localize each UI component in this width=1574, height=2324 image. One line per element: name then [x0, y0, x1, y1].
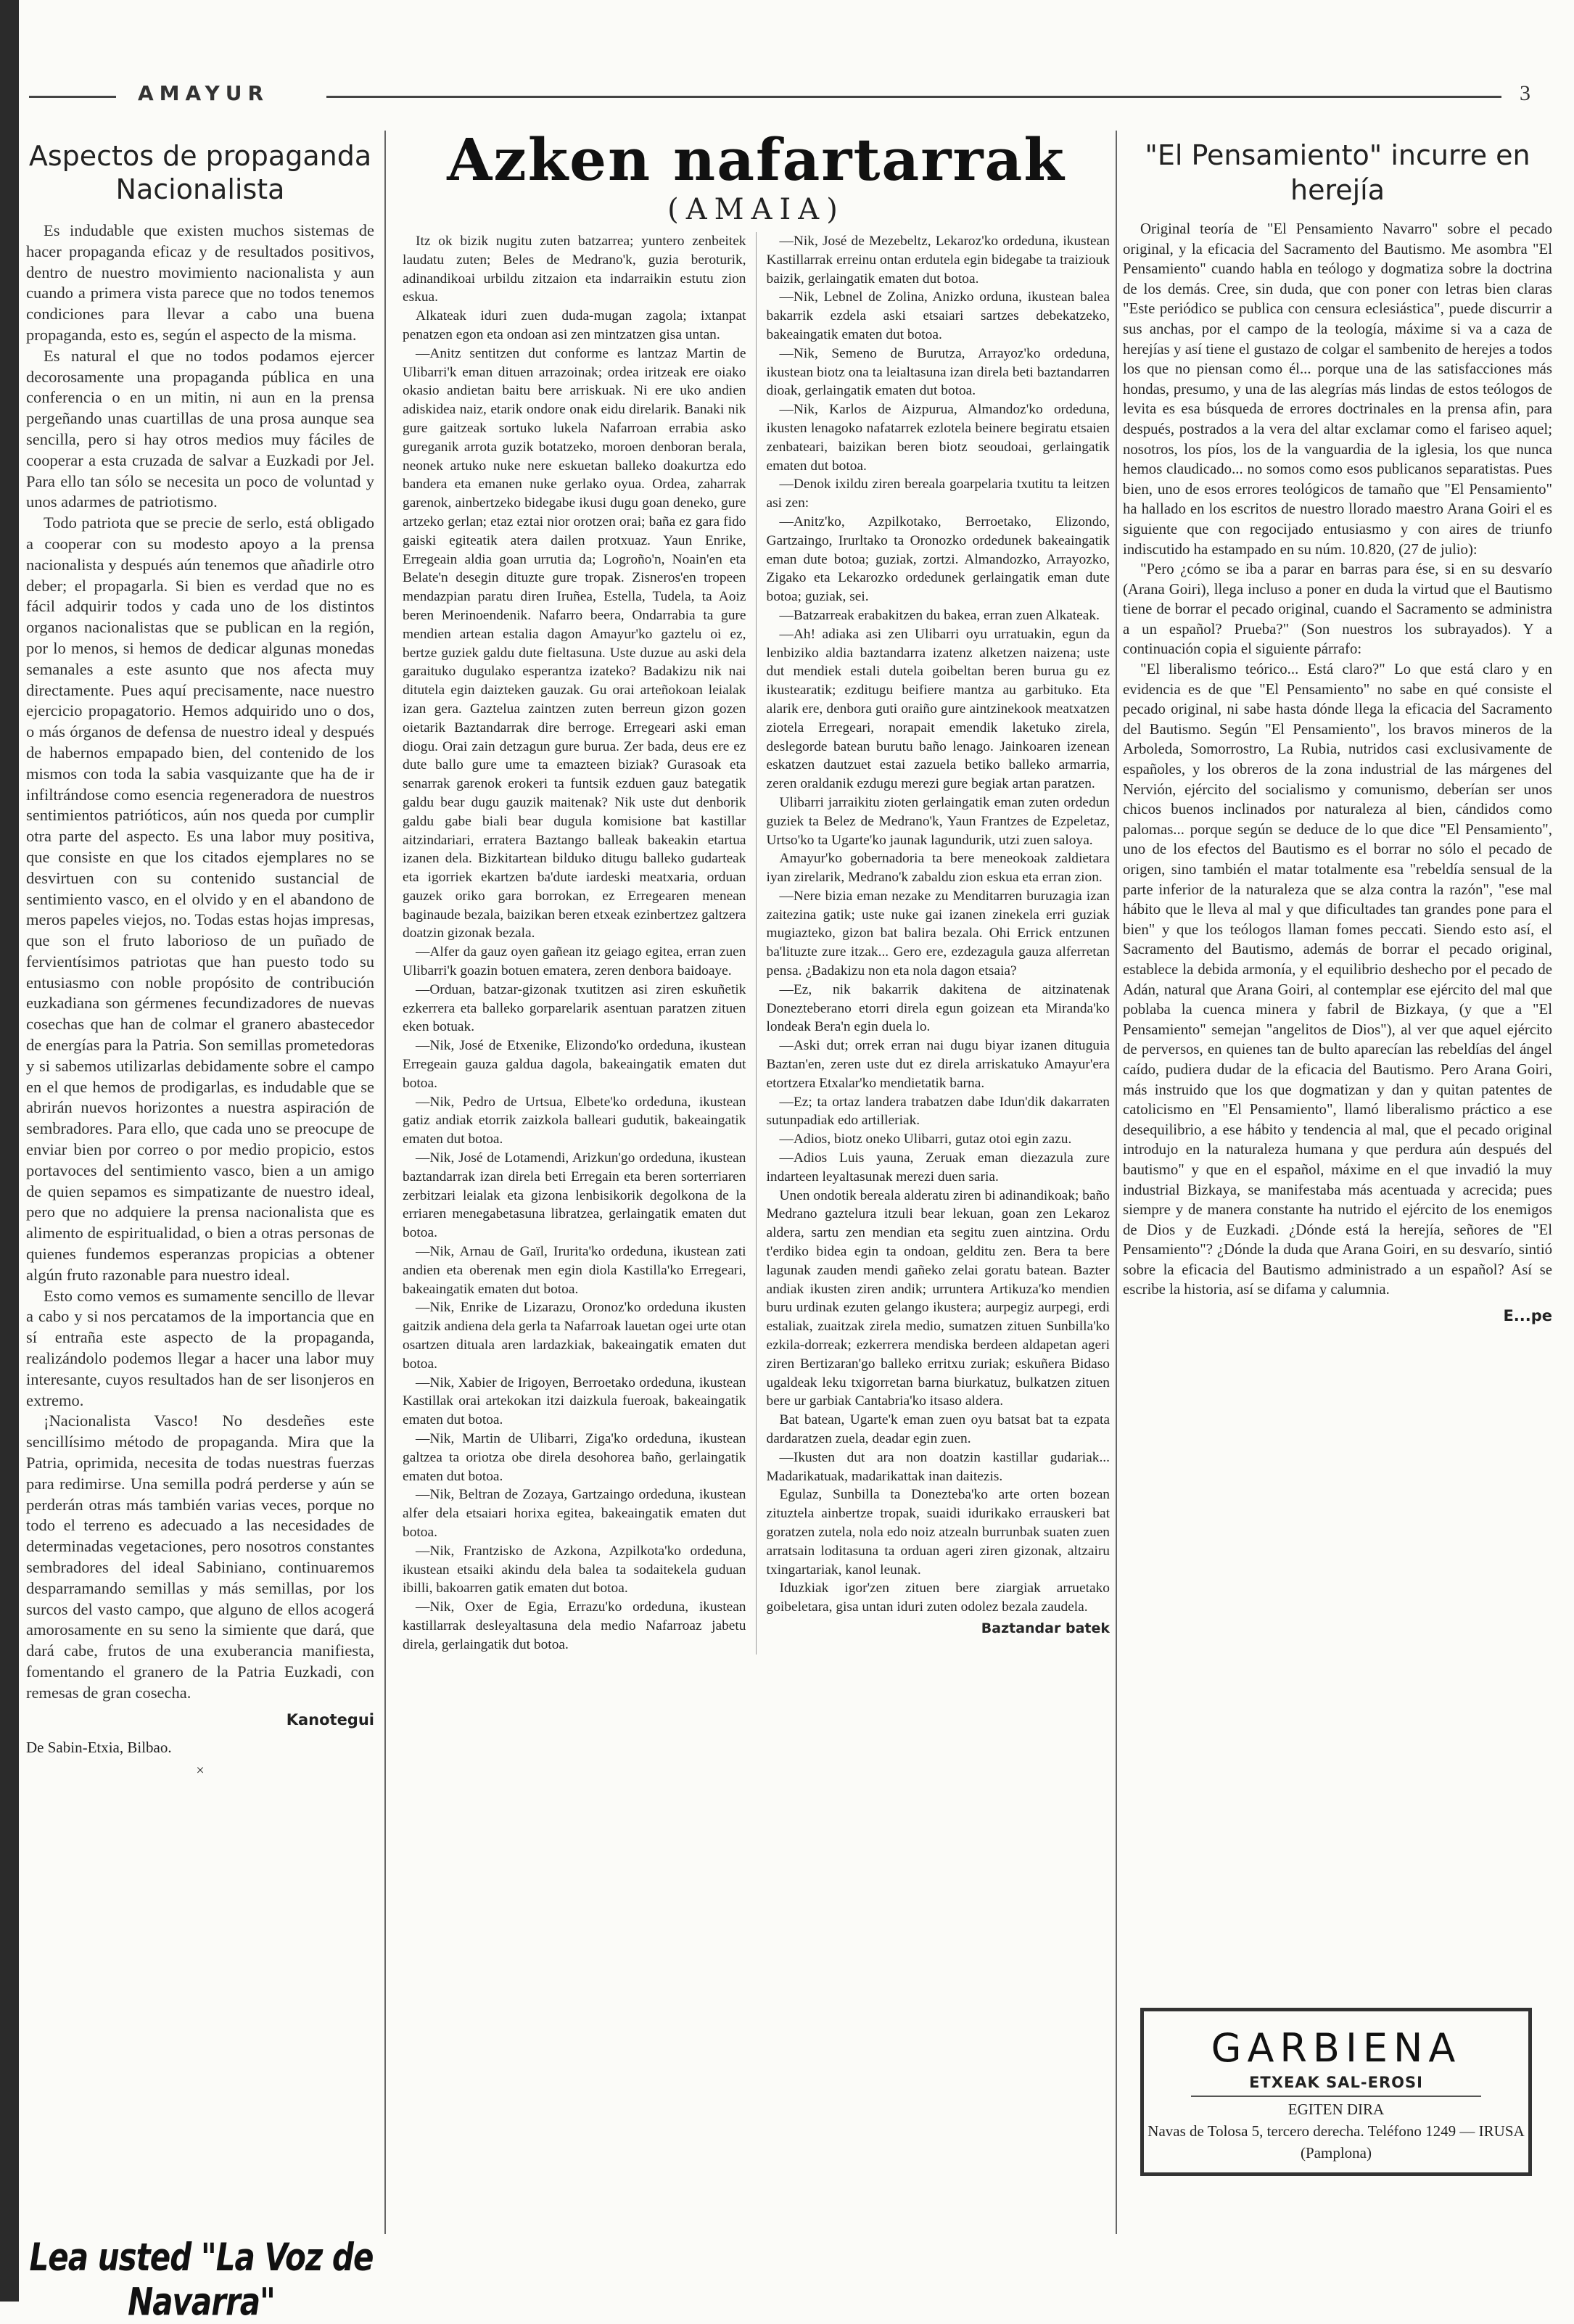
center-paragraph: —Batzarreak erabakitzen du bakea, erran zuen Alkateak. — [779, 607, 1100, 623]
center-paragraph: —Ah! adiaka asi zen Ulibarri oyu urratuakin, egun da lenbiziko aldia baztandarra izatenz alketzen naizena; uste dut mendiek estali dutela goibeltan beren burua gu ez ikustearatik; ezditugu beifiere mantza au garbituko. Eta alarik ere, denbora guti oraiño gure aintzinekook meatxatzen ziotela Erregeari, norapait emendik laketuko zirela, deslegorde batean burutu baño lenago. Jainkoaren izenean eskatzen dautzuet estai zazuela betiko balleko armarria, zeren oraldanik ezdugu merezi gure begiak artan paratzen. — [766, 626, 1110, 792]
ad-subtitle: ETXEAK SAL-EROSI — [1249, 2074, 1423, 2091]
center-paragraph: —Orduan, batzar-gizonak txutitzen asi ziren eskuñetik ezkerrera eta balleko gorparelarik asentuan paratzen zituen eken botuak. — [403, 981, 746, 1035]
left-article-body — [26, 221, 374, 1704]
center-paragraph: —Anitz sentitzen dut conforme es lantzaz Martin de Ulibarri'k eman dituen arrazoinak; ordea iritzeak ere oiako okasio andietan baitu bere arriskuak. Ni ere uko andien adiskidea naiz, etarik ondore onak eidu direlarik. Banaki nik gure gaitzeak sortuko lukela Nafarroan errabia asko gureganik arrota guzik botatzeko, moroen denboran berala, neonek artuko nuke nere eskuetan balleko doakurtza edo bandera eta emanen nuke gerlako oyua. Ordea, zaharrak garenok, ainbertzeko bidegabe ikusi dugu goan deneko, gure artzeko gerlan; etaz eztai nior orotzen orai; baña ez gara fido gaiski egiteatik atera dailen protxuaz. Yaun Enrike, Erregeain aldia goan urrutia da; Logroño'n, Noain'en eta Belate'n desegin dituzte gure tropak. Zisneros'en tropeen mendazpian paratu diren Iruñea, Estella, Tudela, ta Aoiz beren Merinoendenik. Nafarro beera, Ondarrabia ta gure mendien artean estalia dagon Amayur'ko gaztelu oi ez, bertze guziek galdu dute fieltasuna. Uste duzue au aski dela garaituko dugulako esperantza izateko? Badakizu nik nai ditutela egin daizteken gauzak. Gu orai arteñokoan leialak izan gera. Gaztelua zaintzen zuten berreun gizon gozen oietarik Baztandarrak dire berroge. Erregeari aski eman diogu. Orai zain detzagun gure burua. Zer bada, deus ere ez dute ballo gure ume ta emazteen biziak? Gurasoak eta senarrak garenok erokeri ta funtsik ezduen gauz bategatik galdu bear dugu gauzik maitenak? Nik uste dut denborik galdu gabe biali bear dugula komisione bat kastillar aitzindariari, erratera Baztango balleak bakeakin etartua izanen dela. Bizkitartean bilduko ditugu balleko gudarteak eta igorriek ekartzen ba'dute iardeski meatxaria, orduan gauzek oriko gara borrokan, ez Erregearen menean baginaude bezala, baizikan beren etxeak ezinbertzez galtzera doatzin gizonak bezala. — [403, 345, 746, 941]
center-article-signature: Baztandar batek — [981, 1620, 1110, 1636]
left-article-signature: Kanotegui — [286, 1710, 374, 1728]
head-rule-left — [29, 96, 116, 98]
ad-line-2: Navas de Tolosa 5, tercero derecha. Teléfono 1249 — IRUSA — [1147, 2122, 1525, 2140]
center-article-body — [403, 232, 1110, 1655]
center-paragraph: —Nik, Arnau de Gaïl, Irurita'ko ordeduna, ikustean zati andien eta oberenak men egin diola Kastilla'ko Erregeari, bakeaingatik ematen dut botoa. — [403, 1244, 746, 1297]
center-paragraph: —Nik, José de Etxenike, Elizondo'ko ordeduna, ikustean Erregeain gauza galdua dagola, bakeaingatik ematen dut botoa. — [403, 1038, 746, 1091]
garbiena-advertisement — [1140, 2008, 1532, 2176]
center-paragraph: —Nik, Karlos de Aizpurua, Almandoz'ko ordeduna, ikusten lenagoko nafatarrek ezlotela beinere begiratu etsaien zenbateari, baizikan beren biotz seoudoai, gerlaingatik ematen dut botoa. — [766, 402, 1110, 474]
head-rule-right — [326, 96, 1501, 98]
center-paragraph: —Nik, José de Mezebeltz, Lekaroz'ko ordeduna, ikustean Kastillarrak erreinu ontan erdutela egin bidegabe ta traiziouk baizik, gerlaingatik ematen dut botoa. — [766, 234, 1110, 287]
la-voz-banner: Lea usted "La Voz de Navarra" — [29, 2235, 374, 2324]
center-paragraph: —Nik, Martin de Ulibarri, Ziga'ko ordeduna, ikustean galtzea ta oriotza obe direla desohorea baño, gerlaingatik ematen dut botoa. — [403, 1431, 746, 1484]
center-paragraph: —Ez; ta ortaz landera trabatzen dabe Idun'dik dakarraten sutunpadiak edo artilleriak. — [766, 1094, 1110, 1129]
column-rule-1 — [384, 131, 386, 2234]
ad-line-3: (Pamplona) — [1301, 2144, 1372, 2162]
center-paragraph: —Alfer da gauz oyen gañean itz geiago egitea, erran zuen Ulibarri'k goazin botuen ematera, zeren denbora baidoaye. — [403, 944, 746, 979]
right-paragraph: "Pero ¿cómo se iba a parar en barras para ése, si en su desvarío (Arana Goiri), llega incluso a poner en duda la virtud que el Bautismo tiene de borrar el pecado original, cuando el Sacramento se administra a un español? Prueba?" (Son nuestros los subrayados). Y a continuación copia el siguiente párrafo: — [1123, 561, 1552, 658]
center-paragraph: —Nere bizia eman nezake zu Menditarren buruzagia izan zaitezina gatik; uste nuke gai izanen zinekela erri guziak mugiazteko, gizon bat balira bezala. Ohi Errick entzunen ba'lituzte zure itzak... Gero ere, ezdezagula gauza alferretan pensa. ¿Badakizu non eta nola dagon etsaia? — [766, 888, 1110, 979]
left-article-place: De Sabin-Etxia, Bilbao. — [26, 1738, 172, 1756]
ad-line-1: EGITEN DIRA — [1287, 2101, 1385, 2118]
center-paragraph: —Adios, biotz oneko Ulibarri, gutaz otoi egin zazu. — [779, 1132, 1072, 1147]
divider-mark: × — [196, 1762, 205, 1779]
running-head — [29, 81, 1545, 110]
center-paragraph: —Ez, nik bakarrik dakitena de aitzinatenak Donezteberano etorri direla egun goizean eta Miranda'ko londeak Bera'n egin duela lo. — [766, 981, 1110, 1035]
center-paragraph: —Nik, Enrike de Lizarazu, Oronoz'ko ordeduna ikusten gaitzik andiena dela gerla ta Nafarroak lauetan ogei urte otan osartzen dituala aren lardazkiak, bakeaingatik ematen dut botoa. — [403, 1300, 746, 1372]
center-paragraph: —Nik, Semeno de Burutza, Arrayoz'ko ordeduna, ikustean biotz ona ta leialtasuna izan direla beti baztandarren dioak, gerlaingatik ematen dut botoa. — [766, 345, 1110, 399]
center-paragraph: Itz ok bizik nugitu zuten batzarrea; yuntero zenbeitek laudatu zuten; Beles de Medrano'k, guzia beroturik, adinandikoai urbildu zitzaion eta indarraikin estutu zion eskua. — [403, 234, 746, 305]
center-article-subtitle: (AMAIA) — [667, 193, 845, 226]
center-article — [403, 125, 1110, 2214]
right-article — [1123, 125, 1552, 1982]
column-rule-2 — [1116, 131, 1117, 2234]
scan-edge — [0, 0, 19, 2302]
left-paragraph: ¡Nacionalista Vasco! No desdeñes este sencillísimo método de propaganda. Mira que la Patria, oprimida, necesita de todas nuestras fuerzas para redimirse. Una semilla podrá perderse y aún se perderán otras más también varias veces, porque no todo el terreno es adecuado a las necesidades de determinadas vegetaciones, pero nosotros constantes sembradores del ideal Sabiniano, continuaremos desparramando semillas y más semillas, por los surcos del vasto campo, que alguno de ellos acogerá amorosamente en su seno la simiente que dará, que dará cabe, frutos de una exuberancia manifiesta, fomentando el granero de la Patria Euzkadi, con remesas de gran cosecha. — [26, 1412, 374, 1702]
paper-name: AMAYUR — [138, 81, 270, 105]
center-paragraph: Alkateak iduri zuen duda-mugan zagola; ixtanpat penatzen egon eta ondoan asi zen mintzatzen gisa untan. — [403, 308, 746, 342]
center-paragraph: —Ikusten dut ara non doatzin kastillar gudariak... Madarikatuak, madarikattak inan daitezis. — [766, 1449, 1110, 1484]
left-paragraph: Es indudable que existen muchos sistemas de hacer propaganda eficaz y de resultados positivos, dentro de nuestro movimiento nacionalista y aun cuando a primera vista parece que no todos tenemos condiciones para llevar a cabo una buena propaganda, esto es, según el aspecto de la misma. — [26, 221, 374, 344]
center-paragraph: Bat batean, Ugarte'k eman zuen oyu batsat bat ta ezpata dardaratzen zuela, deadar egin zuen. — [766, 1412, 1110, 1446]
center-paragraph: —Nik, Frantzisko de Azkona, Azpilkota'ko ordeduna, ikustean etsaiki akindu dela balea ta sodaitekela guduan ibilli, bakoarren gatik ematen dut botoa. — [403, 1543, 746, 1596]
right-paragraph: Original teoría de "El Pensamiento Navarro" sobre el pecado original, y la eficacia del Sacramento del Bautismo. Me asombra "El Pensamiento" cuando habla en teólogo y dogmatiza sobre la doctrina de los demás. Cree, sin duda, que con poner con letras bien claras "Este periódico se publica con censura eclesiástica", puede discurrir a sus anchas, por el campo de la teología, máxime si va a caza de herejías y así tiene el gustazo de colgar el sambenito de herejes a todos los que no piensan como él... porque una de las satisfacciones más hondas, presumo, y una de las alegrías más lindas de estos teólogos de levita es esa búsqueda de errores doctrinales en la prensa afin, para después, postrados a la vera del altar exclamar como el fariseo aquel; nosotros, los píos, los de la vanguardia de la iglesia, los que nunca hemos claudicado... no somos como esos publicanos separatistas. Pues bien, uno de esos errores teológicos de tamaño que "El Pensamiento" ha hallado en los escritos de nuestro llorado maestro Arana Goiri el es siguiente que con regocijado entusiasmo y con aires de triunfo indiscutido ha estampado en su núm. 10.820, (27 de julio): — [1123, 221, 1552, 558]
right-paragraph: "El liberalismo teórico... Está claro?" Lo que está claro y en evidencia es de que "El Pensamiento" no sabe en qué consiste el pecado original, ni sabe hasta dónde llega la eficacia del Sacramento del Bautismo. Según "El Pensamiento", los bravos mineros de la Arboleda, Somorrostro, La Rubia, nutridos casi exclusivamente de españoles, y los obreros de la zona industrial de las márgenes del Nervión, ejército del socialismo y comunismo, deberían ser unos chicos buenos inclinados por naturaleza al bien, cándidos como palomas... porque según se deduce de lo que dice "El Pensamiento", uno de los efectos del Bautismo es el borrar no sólo el pecado de origen, sino también el matar totalmente esa "rebeldía sensual de la parte inferior de la naturaleza que se alza contra la razón", "ese mal hábito que le lleva al mal y que dificultades tan grandes pone para el bien" y que los teólogos llaman fomes peccati. Siendo esto así, el Sacramento del Bautismo, además de borrar el pecado original, establece la debida armonía, y el equilibrio deshecho por el pecado de Adán, natural que Arana Goiri, al contemplar ese ejército del mal que poblaba la cuenca minera y fabril de Bizkaya, (y que a "El Pensamiento" semejan "angelitos de Dios"), al ver que aquel ejército de perversos, en quienes tan de bulto aparecían las rebeldías del ángel caído, pudiera dudar de la eficacia del Bautismo. Pero Arana Goiri, más instruido que los que dogmatizan y dan y quitan patentes de catolicismo en "El Pensamiento", llamó liberalismo práctico a ese desequilibrio, a ese hábito y tendencia al mal, que el pecado original introdujo en la naturaleza humana y que perdura aún después del bautismo" y que en el español, máxime en el que invadió la muy industrial Bizkaya, se manifestaba más acentuada y acrecida; pues siempre y de manera constante ha nutrido el ejército de los enemigos de Dios y de Euzkadi. ¿Dónde está la herejía, señores de "El Pensamiento"? ¿Dónde la duda que Arana Goiri, en su desvarío, sintió sobre la eficacia del Bautismo administrado a un español? Así se escribe la historia, así se difama y calumnia. — [1123, 661, 1552, 1298]
center-paragraph: Amayur'ko gobernadoria ta bere meneokoak zaldietara iyan zirelarik, Medrano'k zabaldu zion eskua eta erran zion. — [766, 851, 1110, 886]
center-paragraph: —Anitz'ko, Azpilkotako, Berroetako, Elizondo, Gartzaingo, Irurltako ta Oronozko ordedunek bakeaingatik eman dute botoa; guziak, zortzi. Almandozko, Arrayozko, Zigako eta Lekarozko ordedunek gerlaingatik eman dute botoa; guziak, sei. — [766, 514, 1110, 605]
center-paragraph: —Nik, Lebnel de Zolina, Anizko orduna, ikustean balea bakarrik ezdela aski etsaiari sartzes debekatzeko, bakeaingatik ematen dut botoa. — [766, 289, 1110, 342]
center-paragraph: —Nik, Pedro de Urtsua, Elbete'ko ordeduna, ikustean gatiz andiak etorrik zaizkola balleari gudutik, bakeaingatik ematen dut botoa. — [403, 1094, 746, 1147]
center-paragraph: Ulibarri jarraikitu zioten gerlaingatik eman zuten ordedun guziek ta Belez de Medrano'k, Yaun Frantzes de Ezpeletaz, Urtso'ko ta Ugarte'ko jaunak lagundurik, utzi zuen saloya. — [766, 794, 1110, 848]
right-article-title: "El Pensamiento" incurre en herejía — [1145, 139, 1530, 206]
left-article-title: Aspectos de propaganda Nacionalista — [28, 140, 372, 205]
center-paragraph: —Denok ixildu ziren bereala goarpelaria txutitu ta leitzen asi zen: — [766, 477, 1110, 511]
ad-rule — [1191, 2096, 1481, 2097]
left-article — [26, 125, 374, 2272]
left-paragraph: Esto como vemos es sumamente sencillo de llevar a cabo y si nos percatamos de la importancia que en sí entraña este aspecto de la propaganda, realizándolo podemos llegar a hacer una labor muy interesante, cuyos resultados han de ser lisonjeros en extremo. — [26, 1286, 374, 1409]
right-article-body — [1123, 219, 1552, 1300]
center-paragraph: —Aski dut; orrek erran nai dugu biyar izanen dituguia Baztan'en, zeren uste dut ez direla arriskatuko Amayur'era etortzera Etxalar'ko mendietatik barna. — [766, 1038, 1110, 1091]
left-paragraph: Es natural el que no todos podamos ejercer decorosamente una propaganda pública en una conferencia o en un mitin, ni aun en la prensa pergeñando unas cuartillas de una prosa aunque sea sencilla, pero si hay otros medios muy fáciles de cooperar a esta cruzada de salvar a Euzkadi por Jel. Para ello tan sólo se necesita un poco de voluntad y unos adarmes de patriotismo. — [26, 346, 374, 511]
ad-title: GARBIENA — [1211, 2025, 1462, 2071]
left-paragraph: Todo patriota que se precie de serlo, está obligado a cooperar con su modesto apoyo a la prensa nacionalista y después aún tenemos que añadirle otro deber; el propagarla. Si bien es verdad que no es fácil adquirir todos y cada uno de los distintos organos nacionalistas que se publican en la región, por lo menos, si hemos de dedicar algunas monedas semanales a este asunto que nos afecta muy directamente. Pues aquí precisamente, nace nuestro ejercicio propagatorio. Hemos adquirido uno o dos, o más órganos de defensa de nuestro ideal y después de habernos empapado bien, del contenido de los mismos con toda la sabia vasquizante que ha de ir infiltrándose como esencia regeneradora de nuestros sentimientos patrióticos, aún nos queda por cumplir otra parte del aspecto. Es una labor muy positiva, que consiste en que los citados ejemplares no se desvirtuen con su contenido sustancial de sentimiento vasco, en el olvido y en el abandono de meros papeles viejos, no. Todas estas hojas impresas, que son el fruto laborioso de un puñado de fervientísimos patriotas que han puesto todo su entusiasmo con noble propósito de contribución euzkadiana son gérmenes fecundizadores de nuevas cosechas que han de colmar el granero abastecedor de energías para la Patria. Son semillas prometedoras y si sabemos utilizarlas debidamente sobre el campo en el que hemos de prodigarlas, es indudable que se abrirán nuevos horizontes a nuestra aspiración de sembradores. Para ello, que cada uno se preocupe de enviar bien por correo o por medio propicio, estos portavoces del sentimiento vasco, bien a un amigo de quien sepamos es simpatizante de nuestro ideal, pero que no adquiere la prensa nacionalista que es alimento de espiritualidad, o bien a otras personas de quienes fundemos esperanzas propicias a obtener algún fruto razonable para nuestro ideal. — [26, 514, 374, 1284]
center-paragraph: —Adios Luis yauna, Zeruak eman diezazula zure indarteen leyaltasunak merezi duen saria. — [766, 1150, 1110, 1184]
page-number: 3 — [1520, 81, 1530, 105]
center-paragraph: —Nik, Beltran de Zozaya, Gartzaingo ordeduna, ikustean alfer dela etsaiari horixa egitea, bakeaingatik ematen dut botoa. — [403, 1487, 746, 1540]
right-article-signature: E...pe — [1503, 1307, 1552, 1325]
center-paragraph: —Nik, Xabier de Irigoyen, Berroetako ordeduna, ikustean Kastillak orai artekokan itzi daizkula fueroak, bakeaingatik ematen dut botoa. — [403, 1375, 746, 1428]
center-paragraph: —Nik, Oxer de Egia, Errazu'ko ordeduna, ikustean kastillarrak desleyaltasuna dela medio Nafarroaz jabetu direla, gerlaingatik dut botoa. — [403, 1599, 746, 1652]
center-paragraph: Egulaz, Sunbilla ta Donezteba'ko arte orten bozean zituztela ainbertze tropak, suaidi idurikako errauskeri bat goratzen zutela, nola edo noiz atzealn burrunbak suaten zuen arratsain loditasuna ta orduan ageri ziren gizonak, altzairu txingartariak, kanol leunak. — [766, 1487, 1110, 1578]
center-paragraph: Iduzkiak igor'zen zituen bere ziargiak arruetako goibeletara, gisa untan iduri zuten odolez bezala zaudela. — [766, 1581, 1110, 1615]
center-paragraph: —Nik, José de Lotamendi, Arizkun'go ordeduna, ikustean baztandarrak izan direla beti Erregain eta beren sorterriaren zerbitzari leialak eta gizona lenbisikorik degolkona de la erriaren menegabetasuna libratzea, gerlaingatik ematen dut botoa. — [403, 1150, 746, 1241]
center-paragraph: Unen ondotik bereala alderatu ziren bi adinandikoak; baño Medrano gaztelura itzuli bear lekuan, goan zen Lekaroz aldera, sartu zen mendian eta segitu zuen aintzina. Ordu t'erdiko bidea egin ta ondoan, gelditu zen. Bera ta bere lagunak zauden mendi gañeko zelai goratu batean. Bazter andiak ikusten ziren andik; urruntera Artikuza'ko mendien buru urdinak ezuten gelango ikustera; aurpegiz aurpegi, erdi estaliak, zuaitzak zirela medio, sumatzen zituen Sunbilla'ko ezkila-dorreak; ezkerrera mendiska berdeen aldapetan ageri ziren Bertizaran'go balleko erritxu zuriak; eskuñera Bidaso ugaldeak leku txigorretan barna biurkatuz, bulkatzen zituen bere ur garbiak Cantabria'ko itsaso aldera. — [766, 1187, 1110, 1409]
center-article-title: Azken nafartarrak — [447, 125, 1066, 194]
